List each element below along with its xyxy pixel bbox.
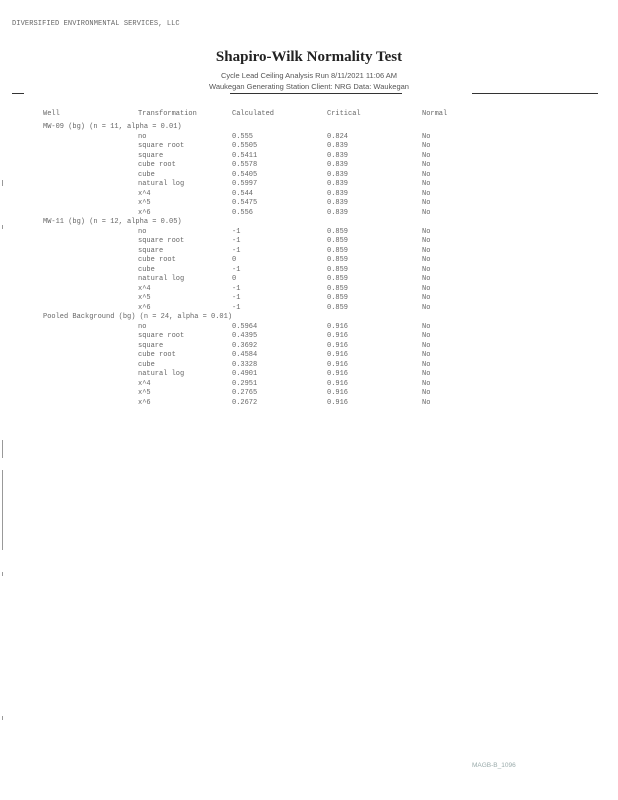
calculated-cell: 0.5475 — [232, 199, 258, 207]
table-row — [0, 133, 618, 142]
table-row — [0, 142, 618, 151]
table-header — [0, 110, 618, 119]
transformation-cell: x^6 — [138, 398, 151, 407]
normal-cell: No — [422, 161, 431, 169]
normal-cell: No — [422, 151, 431, 160]
margin-mark — [2, 225, 3, 229]
critical-cell: 0.839 — [327, 151, 349, 160]
calculated-cell: 0.2951 — [232, 379, 258, 388]
normal-cell: No — [422, 227, 431, 236]
transformation-cell: cube root — [138, 161, 176, 169]
calculated-cell: 0.2765 — [232, 389, 258, 397]
header-rule-center — [230, 93, 402, 94]
group-heading: Pooled Background (bg) (n = 24, alpha = 0.01) — [43, 313, 233, 321]
table-row — [0, 380, 618, 389]
table-row — [0, 171, 618, 180]
calculated-cell: 0.3692 — [232, 341, 258, 350]
transformation-cell: no — [138, 132, 147, 141]
calculated-cell: -1 — [232, 237, 241, 245]
calculated-cell: 0.544 — [232, 189, 254, 198]
calculated-cell: -1 — [232, 303, 241, 312]
normal-cell: No — [422, 398, 431, 407]
transformation-cell: cube — [138, 265, 155, 274]
table-row — [0, 323, 618, 332]
table-row — [0, 304, 618, 313]
critical-cell: 0.916 — [327, 332, 349, 340]
critical-cell: 0.859 — [327, 227, 349, 236]
column-header-transformation: Transformation — [138, 110, 197, 118]
transformation-cell: cube root — [138, 351, 176, 359]
table-row — [0, 180, 618, 189]
table-row — [0, 399, 618, 408]
transformation-cell: natural log — [138, 275, 185, 283]
group-heading-row — [0, 123, 618, 132]
critical-cell: 0.839 — [327, 189, 349, 198]
calculated-cell: 0.5411 — [232, 151, 258, 160]
normal-cell: No — [422, 322, 431, 331]
normal-cell: No — [422, 170, 431, 179]
critical-cell: 0.859 — [327, 246, 349, 255]
critical-cell: 0.839 — [327, 199, 349, 207]
calculated-cell: 0.5964 — [232, 322, 258, 331]
transformation-cell: square — [138, 341, 164, 350]
critical-cell: 0.916 — [327, 389, 349, 397]
margin-mark — [2, 180, 3, 186]
calculated-cell: -1 — [232, 265, 241, 274]
table-row — [0, 209, 618, 218]
transformation-cell: square root — [138, 142, 185, 150]
transformation-cell: cube — [138, 360, 155, 369]
table-row — [0, 256, 618, 265]
calculated-cell: 0.5405 — [232, 170, 258, 179]
column-header-well: Well — [43, 110, 60, 118]
report-subtitle-site: Waukegan Generating Station Client: NRG Data: Waukegan — [209, 82, 409, 91]
normal-cell: No — [422, 189, 431, 198]
page-footer-id: MAGB-B_1096 — [472, 762, 516, 769]
table-row — [0, 152, 618, 161]
header-rule-right — [472, 93, 598, 94]
normal-cell: No — [422, 246, 431, 255]
calculated-cell: 0 — [232, 275, 237, 283]
column-header-calculated: Calculated — [232, 110, 275, 118]
margin-mark — [2, 716, 3, 720]
critical-cell: 0.916 — [327, 370, 349, 378]
normal-cell: No — [422, 237, 431, 245]
table-row — [0, 199, 618, 208]
table-row — [0, 389, 618, 398]
table-row — [0, 237, 618, 246]
critical-cell: 0.859 — [327, 237, 349, 245]
normal-cell: No — [422, 389, 431, 397]
normal-cell: No — [422, 132, 431, 141]
margin-mark — [2, 470, 3, 550]
transformation-cell: natural log — [138, 180, 185, 188]
calculated-cell: 0.2672 — [232, 398, 258, 407]
normal-cell: No — [422, 332, 431, 340]
normal-cell: No — [422, 275, 431, 283]
critical-cell: 0.916 — [327, 341, 349, 350]
table-row — [0, 285, 618, 294]
calculated-cell: 0.4584 — [232, 351, 258, 359]
group-heading-row — [0, 313, 618, 322]
table-row — [0, 247, 618, 256]
transformation-cell: square — [138, 246, 164, 255]
calculated-cell: -1 — [232, 246, 241, 255]
transformation-cell: square root — [138, 237, 185, 245]
transformation-cell: x^4 — [138, 189, 151, 198]
normal-cell: No — [422, 142, 431, 150]
transformation-cell: x^5 — [138, 199, 151, 207]
transformation-cell: cube root — [138, 256, 176, 264]
normal-cell: No — [422, 180, 431, 188]
normal-cell: No — [422, 294, 431, 302]
calculated-cell: -1 — [232, 227, 241, 236]
calculated-cell: 0.5997 — [232, 180, 258, 188]
normal-cell: No — [422, 303, 431, 312]
critical-cell: 0.859 — [327, 284, 349, 293]
transformation-cell: x^5 — [138, 389, 151, 397]
critical-cell: 0.916 — [327, 360, 349, 369]
normal-cell: No — [422, 351, 431, 359]
table-row — [0, 228, 618, 237]
table-row — [0, 332, 618, 341]
table-row — [0, 351, 618, 360]
critical-cell: 0.916 — [327, 322, 349, 331]
critical-cell: 0.859 — [327, 294, 349, 302]
table-row — [0, 161, 618, 170]
normal-cell: No — [422, 265, 431, 274]
margin-mark — [2, 572, 3, 576]
critical-cell: 0.916 — [327, 351, 349, 359]
calculated-cell: 0.3328 — [232, 360, 258, 369]
calculated-cell: 0.5505 — [232, 142, 258, 150]
transformation-cell: cube — [138, 170, 155, 179]
transformation-cell: no — [138, 227, 147, 236]
calculated-cell: 0.555 — [232, 132, 254, 141]
critical-cell: 0.916 — [327, 379, 349, 388]
group-heading-row — [0, 218, 618, 227]
table-row — [0, 266, 618, 275]
transformation-cell: x^4 — [138, 379, 151, 388]
critical-cell: 0.839 — [327, 180, 349, 188]
transformation-cell: x^6 — [138, 303, 151, 312]
report-title: Shapiro-Wilk Normality Test — [215, 49, 403, 65]
table-row — [0, 294, 618, 303]
margin-mark — [2, 440, 3, 458]
critical-cell: 0.839 — [327, 208, 349, 217]
normal-cell: No — [422, 284, 431, 293]
table-row — [0, 361, 618, 370]
calculated-cell: 0.5578 — [232, 161, 258, 169]
transformation-cell: square root — [138, 332, 185, 340]
normal-cell: No — [422, 341, 431, 350]
report-subtitle-analysis: Cycle Lead Ceiling Analysis Run 8/11/2021 11:06 AM — [220, 71, 398, 80]
table-row — [0, 342, 618, 351]
transformation-cell: x^4 — [138, 284, 151, 293]
normal-cell: No — [422, 199, 431, 207]
normal-cell: No — [422, 370, 431, 378]
calculated-cell: -1 — [232, 294, 241, 302]
table-row — [0, 275, 618, 284]
document-header-note: DIVERSIFIED ENVIRONMENTAL SERVICES, LLC — [12, 20, 180, 28]
calculated-cell: 0 — [232, 256, 237, 264]
transformation-cell: square — [138, 151, 164, 160]
table-row — [0, 190, 618, 199]
normal-cell: No — [422, 360, 431, 369]
calculated-cell: 0.4395 — [232, 332, 258, 340]
critical-cell: 0.839 — [327, 170, 349, 179]
calculated-cell: 0.556 — [232, 208, 254, 217]
calculated-cell: -1 — [232, 284, 241, 293]
critical-cell: 0.859 — [327, 303, 349, 312]
critical-cell: 0.839 — [327, 142, 349, 150]
critical-cell: 0.859 — [327, 265, 349, 274]
group-heading: MW-09 (bg) (n = 11, alpha = 0.01) — [43, 123, 182, 131]
critical-cell: 0.859 — [327, 275, 349, 283]
critical-cell: 0.859 — [327, 256, 349, 264]
group-heading: MW-11 (bg) (n = 12, alpha = 0.05) — [43, 218, 182, 226]
header-rule-left — [12, 93, 24, 94]
transformation-cell: no — [138, 322, 147, 331]
transformation-cell: natural log — [138, 370, 185, 378]
critical-cell: 0.824 — [327, 132, 349, 141]
critical-cell: 0.916 — [327, 398, 349, 407]
column-header-critical: Critical — [327, 110, 361, 118]
table-row — [0, 370, 618, 379]
normal-cell: No — [422, 208, 431, 217]
column-header-normal: Normal — [422, 110, 448, 118]
transformation-cell: x^5 — [138, 294, 151, 302]
critical-cell: 0.839 — [327, 161, 349, 169]
transformation-cell: x^6 — [138, 208, 151, 217]
calculated-cell: 0.4901 — [232, 370, 258, 378]
normal-cell: No — [422, 256, 431, 264]
normal-cell: No — [422, 379, 431, 388]
